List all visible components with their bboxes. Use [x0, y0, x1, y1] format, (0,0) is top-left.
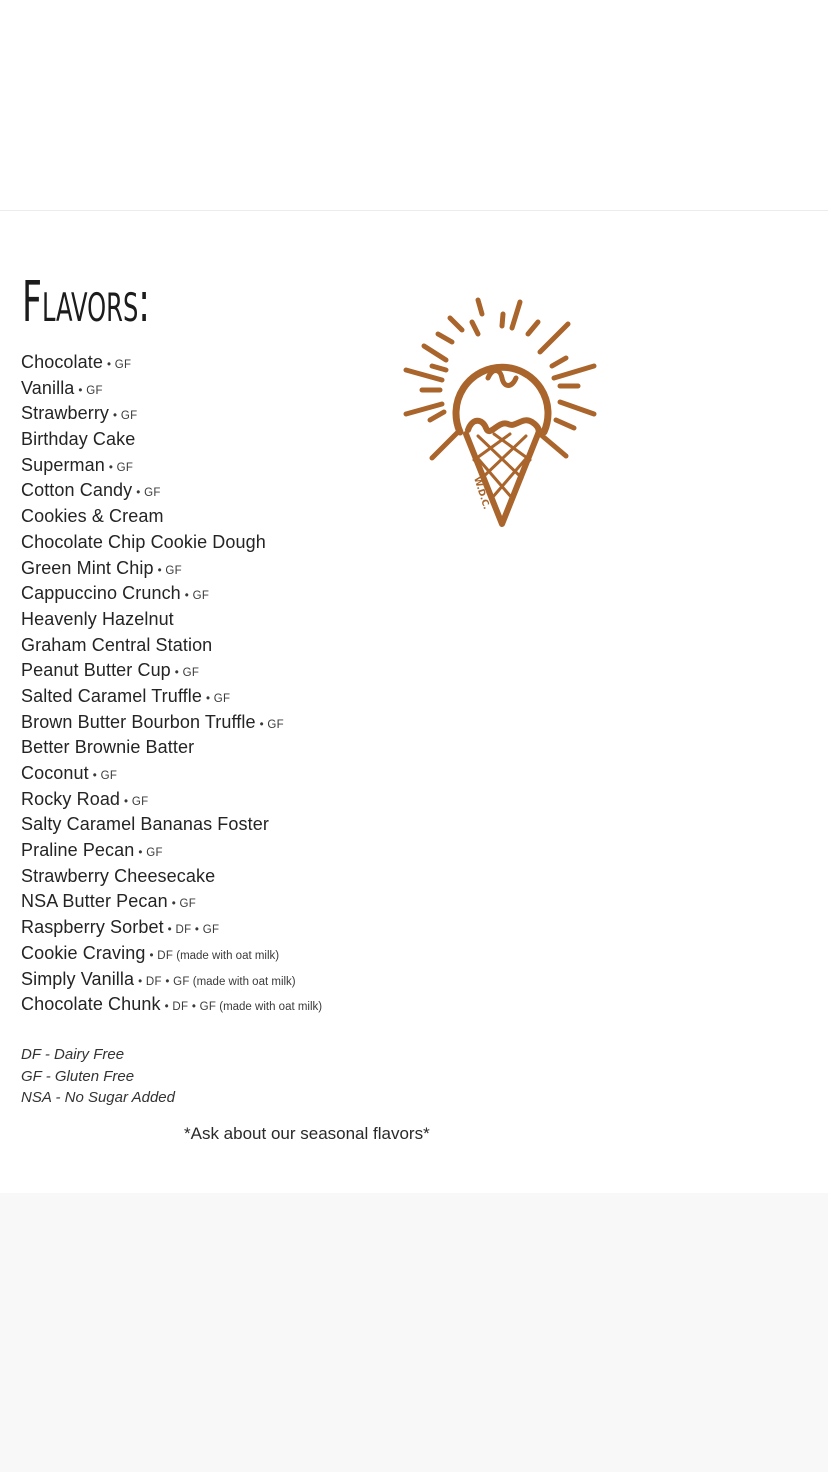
flavor-name: Chocolate Chip Cookie Dough — [21, 531, 266, 552]
flavor-name: Peanut Butter Cup — [21, 660, 171, 681]
flavor-name: Vanilla — [21, 377, 75, 398]
flavor-item — [21, 350, 322, 376]
flavor-tags: • GF — [108, 461, 134, 474]
flavor-item — [21, 735, 322, 761]
blank-footer-area — [0, 1193, 828, 1472]
flavor-name: Green Mint Chip — [21, 557, 154, 578]
flavor-name: Rocky Road — [21, 788, 121, 809]
flavor-tags: • DF • GF — [164, 1001, 217, 1014]
blank-header-area — [0, 0, 828, 210]
flavor-name: Chocolate Chunk — [21, 994, 161, 1015]
flavor-name: Cookies & Cream — [21, 506, 164, 527]
flavor-name: Strawberry — [21, 403, 110, 424]
legend — [21, 1044, 175, 1109]
flavor-name: Graham Central Station — [21, 634, 213, 655]
divider — [0, 210, 828, 211]
flavor-item — [21, 838, 322, 864]
flavor-tags: • GF — [78, 384, 103, 397]
flavor-tags: • GF — [174, 667, 200, 680]
flavor-note: (made with oat milk) — [176, 949, 280, 962]
flavor-item — [21, 453, 322, 479]
flavor-name: Salty Caramel Bananas Foster — [21, 814, 269, 835]
flavor-item — [21, 427, 322, 453]
flavor-name: Brown Butter Bourbon Truffle — [21, 711, 256, 732]
flavor-list — [21, 350, 322, 1018]
flavor-item — [21, 992, 322, 1018]
flavor-item — [21, 658, 322, 684]
flavor-tags: • GF — [124, 795, 149, 808]
flavor-item — [21, 864, 322, 890]
flavor-tags: • GF — [138, 847, 163, 860]
legend-item: DF - Dairy Free — [21, 1046, 125, 1063]
legend-item: NSA - No Sugar Added — [21, 1089, 175, 1106]
flavor-tags: • GF — [157, 564, 182, 577]
flavor-tags: • DF • GF — [167, 924, 220, 937]
flavor-name: Birthday Cake — [21, 429, 136, 450]
flavor-name: Salted Caramel Truffle — [21, 685, 202, 706]
flavor-name: Better Brownie Batter — [21, 737, 195, 758]
flavor-item — [21, 941, 322, 967]
flavor-item — [21, 401, 322, 427]
flavor-item — [21, 889, 322, 915]
flavor-name: Raspberry Sorbet — [21, 917, 164, 938]
flavor-name: Strawberry Cheesecake — [21, 865, 216, 886]
flavor-name: Superman — [21, 454, 105, 475]
flavor-item — [21, 787, 322, 813]
flavor-tags: • GF — [259, 718, 284, 731]
flavor-item — [21, 530, 322, 556]
menu-title: Flavors: — [22, 270, 150, 335]
flavor-tags: • GF — [113, 410, 138, 423]
flavor-tags: • DF • GF — [138, 975, 190, 988]
flavor-note: (made with oat milk) — [192, 975, 296, 988]
flavor-item — [21, 761, 322, 787]
flavor-item — [21, 633, 322, 659]
flavor-note: (made with oat milk) — [219, 1001, 323, 1014]
flavor-item — [21, 478, 322, 504]
flavor-item — [21, 504, 322, 530]
flavor-name: Cappuccino Crunch — [21, 583, 181, 604]
flavor-item — [21, 812, 322, 838]
seasonal-note: *Ask about our seasonal flavors* — [184, 1124, 430, 1143]
flavor-item — [21, 915, 322, 941]
flavor-item — [21, 710, 322, 736]
flavor-tags: • GF — [136, 487, 161, 500]
flavor-name: Praline Pecan — [21, 840, 135, 861]
flavor-tags: • DF — [149, 949, 174, 962]
flavor-tags: • GF — [171, 898, 197, 911]
flavor-tags: • GF — [106, 359, 132, 371]
flavor-tags: • GF — [92, 770, 118, 782]
flavor-name: NSA Butter Pecan — [21, 891, 168, 912]
flavor-name: Cookie Craving — [21, 942, 146, 963]
flavor-name: Heavenly Hazelnut — [21, 608, 174, 629]
flavor-name: Chocolate — [21, 352, 103, 372]
flavor-item — [21, 556, 322, 582]
logo-monogram: W.D.C. — [471, 475, 492, 511]
flavor-name: Coconut — [21, 763, 89, 783]
flavor-item — [21, 967, 322, 993]
legend-item: GF - Gluten Free — [21, 1067, 135, 1085]
flavor-name: Cotton Candy — [21, 480, 133, 501]
flavor-tags: • GF — [205, 692, 231, 705]
flavor-tags: • GF — [184, 590, 210, 603]
flavor-item — [21, 581, 322, 607]
flavor-item — [21, 607, 322, 633]
ice-cream-cone-icon — [402, 294, 602, 530]
flavor-item — [21, 684, 322, 710]
flavor-item — [21, 376, 322, 402]
flavor-name: Simply Vanilla — [21, 968, 135, 989]
